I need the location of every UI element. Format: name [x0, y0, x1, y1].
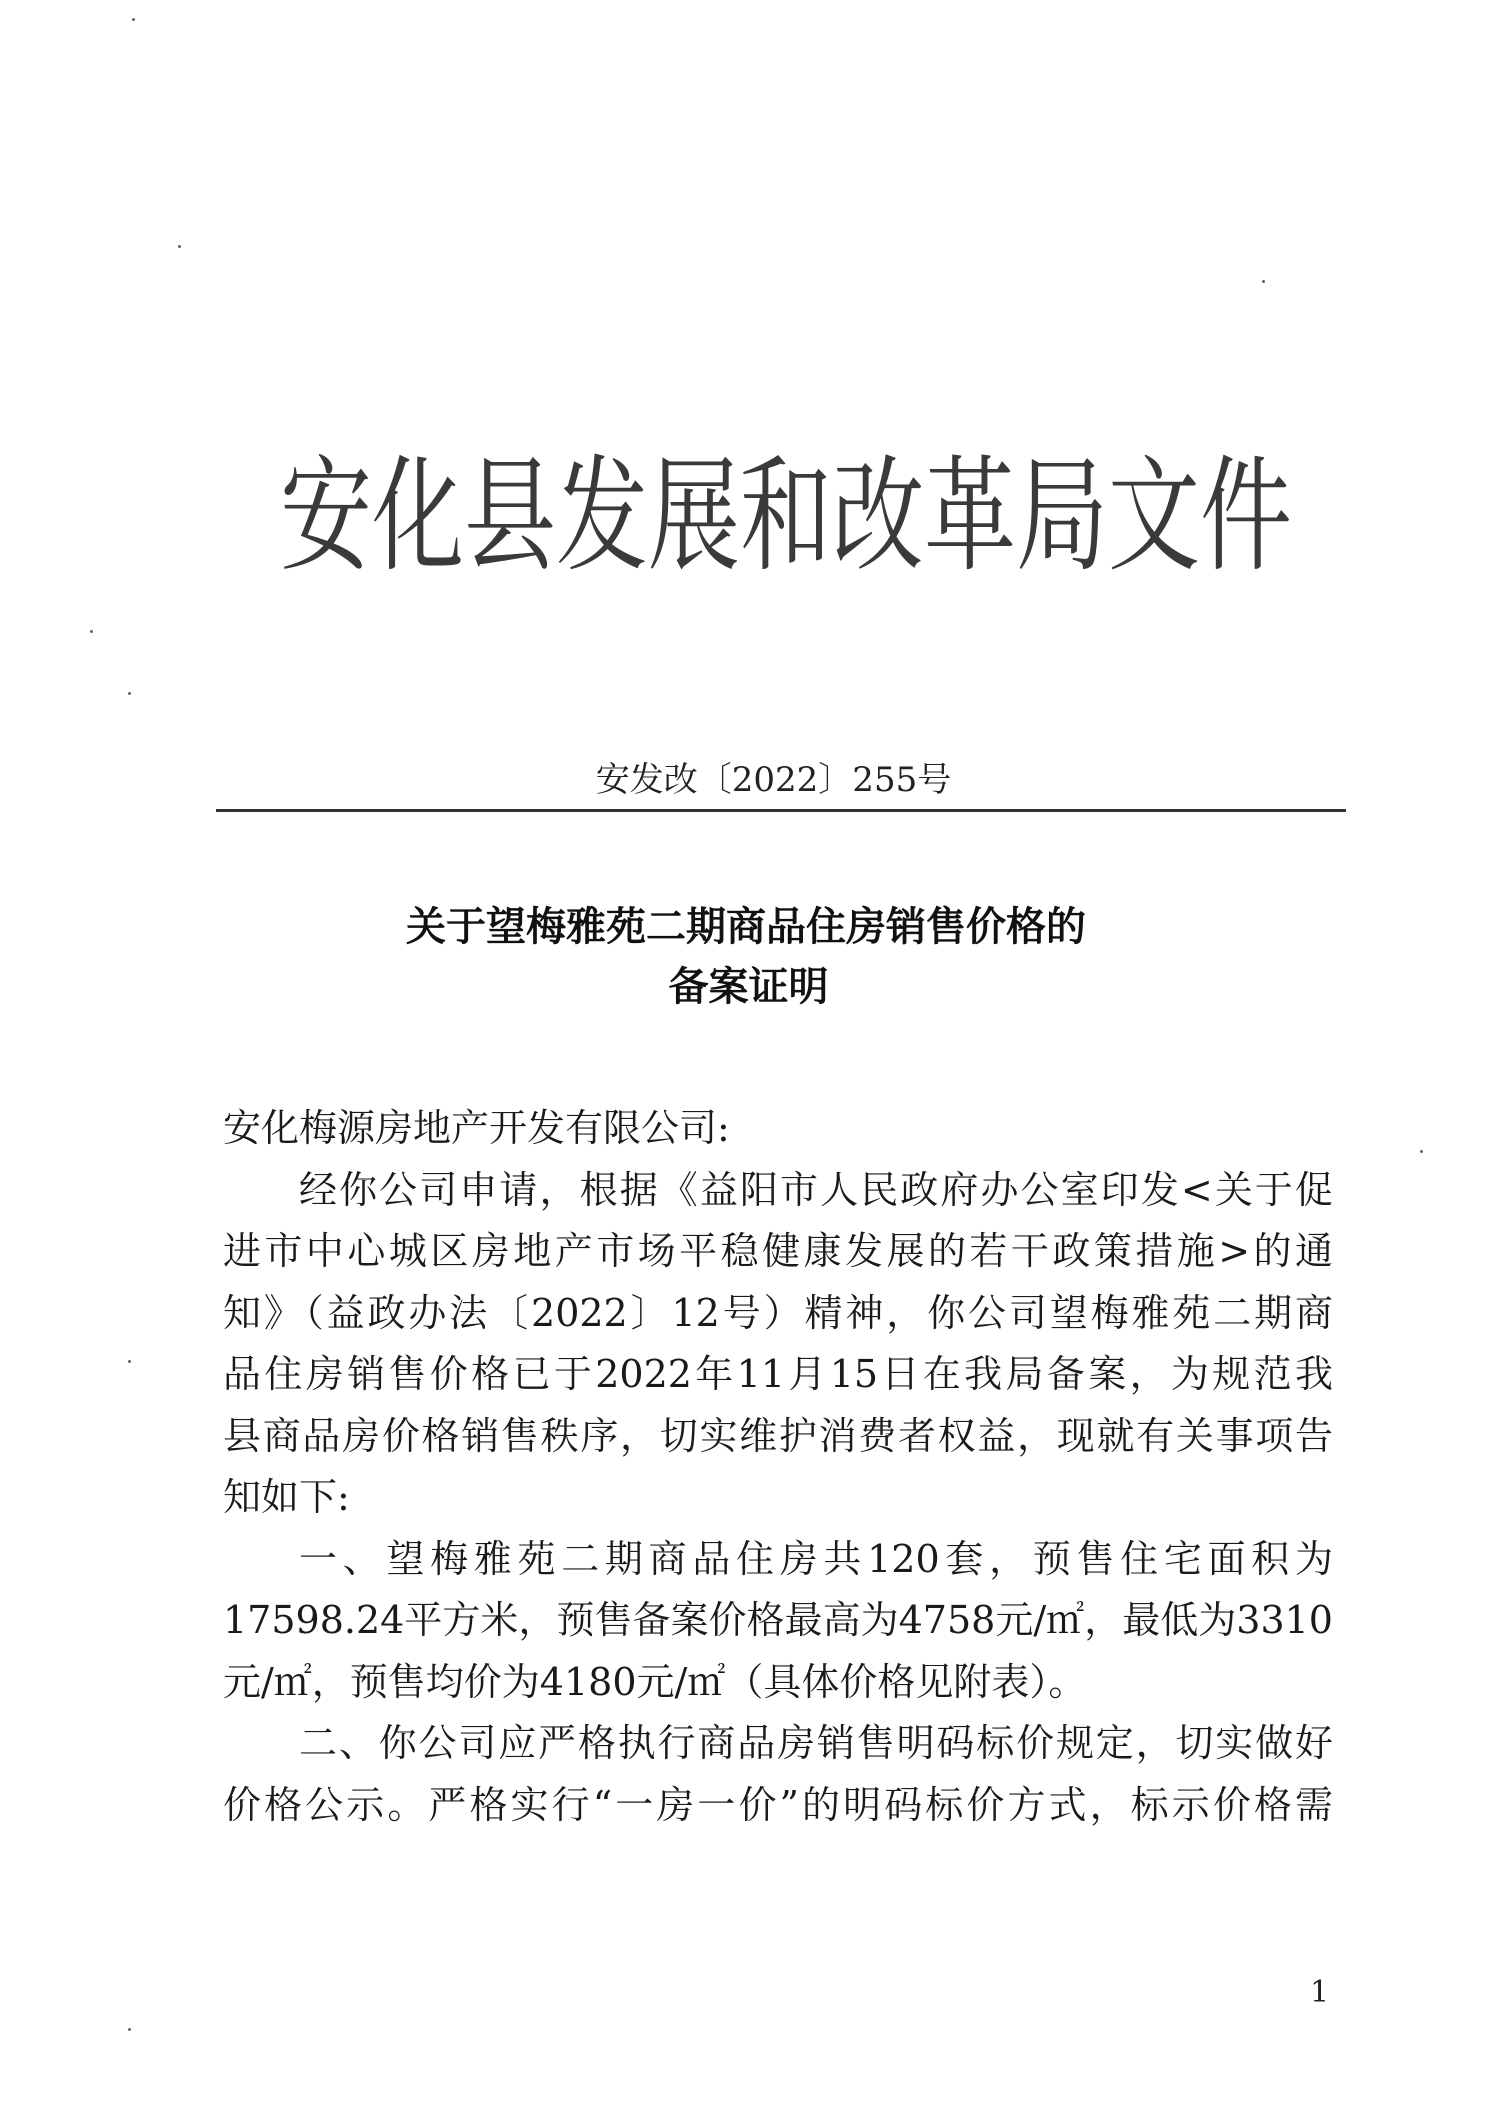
scan-speck — [132, 18, 135, 21]
body-line: 进市中心城区房地产市场平稳健康发展的若干政策措施>的通 — [223, 1229, 1333, 1273]
body-line: 县商品房价格销售秩序，切实维护消费者权益，现就有关事项告 — [223, 1413, 1333, 1458]
page-number: 1 — [1310, 1975, 1330, 2010]
body-line: 一、望梅雅苑二期商品住房共120套，预售住宅面积为 — [299, 1536, 1333, 1581]
document-body — [223, 1098, 1333, 1836]
body-line: 二、你公司应严格执行商品房销售明码标价规定，切实做好 — [299, 1721, 1333, 1765]
scan-speck — [90, 630, 93, 633]
scan-speck — [1262, 280, 1265, 283]
body-line: 知如下: — [223, 1475, 350, 1519]
body-line: 17598.24平方米，预售备案价格最高为4758元/㎡，最低为3310 — [223, 1598, 1333, 1642]
subject-heading-line-1: 关于望梅雅苑二期商品住房销售价格的 — [406, 903, 1086, 950]
body-line: 知》（益政办法〔2022〕12号）精神，你公司望梅雅苑二期商 — [223, 1290, 1333, 1335]
addressee: 安化梅源房地产开发有限公司: — [223, 1106, 730, 1150]
scan-speck — [128, 1360, 131, 1363]
body-line: 经你公司申请，根据《益阳市人民政府办公室印发<关于促 — [299, 1167, 1333, 1212]
document-number: 安发改〔2022〕255号 — [595, 760, 952, 800]
subject-heading-line-2: 备案证明 — [668, 963, 829, 1010]
header-divider — [216, 809, 1346, 812]
scan-speck — [128, 692, 131, 695]
body-line: 价格公示。严格实行“一房一价”的明码标价方式，标示价格需 — [223, 1782, 1333, 1827]
body-line: 元/㎡，预售均价为4180元/㎡（具体价格见附表）。 — [223, 1659, 1087, 1704]
scan-speck — [178, 245, 181, 248]
document-title: 安化县发展和改革局文件 — [280, 444, 1293, 589]
scan-speck — [128, 2028, 131, 2031]
body-line: 品住房销售价格已于2022年11月15日在我局备案，为规范我 — [223, 1352, 1333, 1396]
scan-speck — [1420, 1150, 1423, 1153]
